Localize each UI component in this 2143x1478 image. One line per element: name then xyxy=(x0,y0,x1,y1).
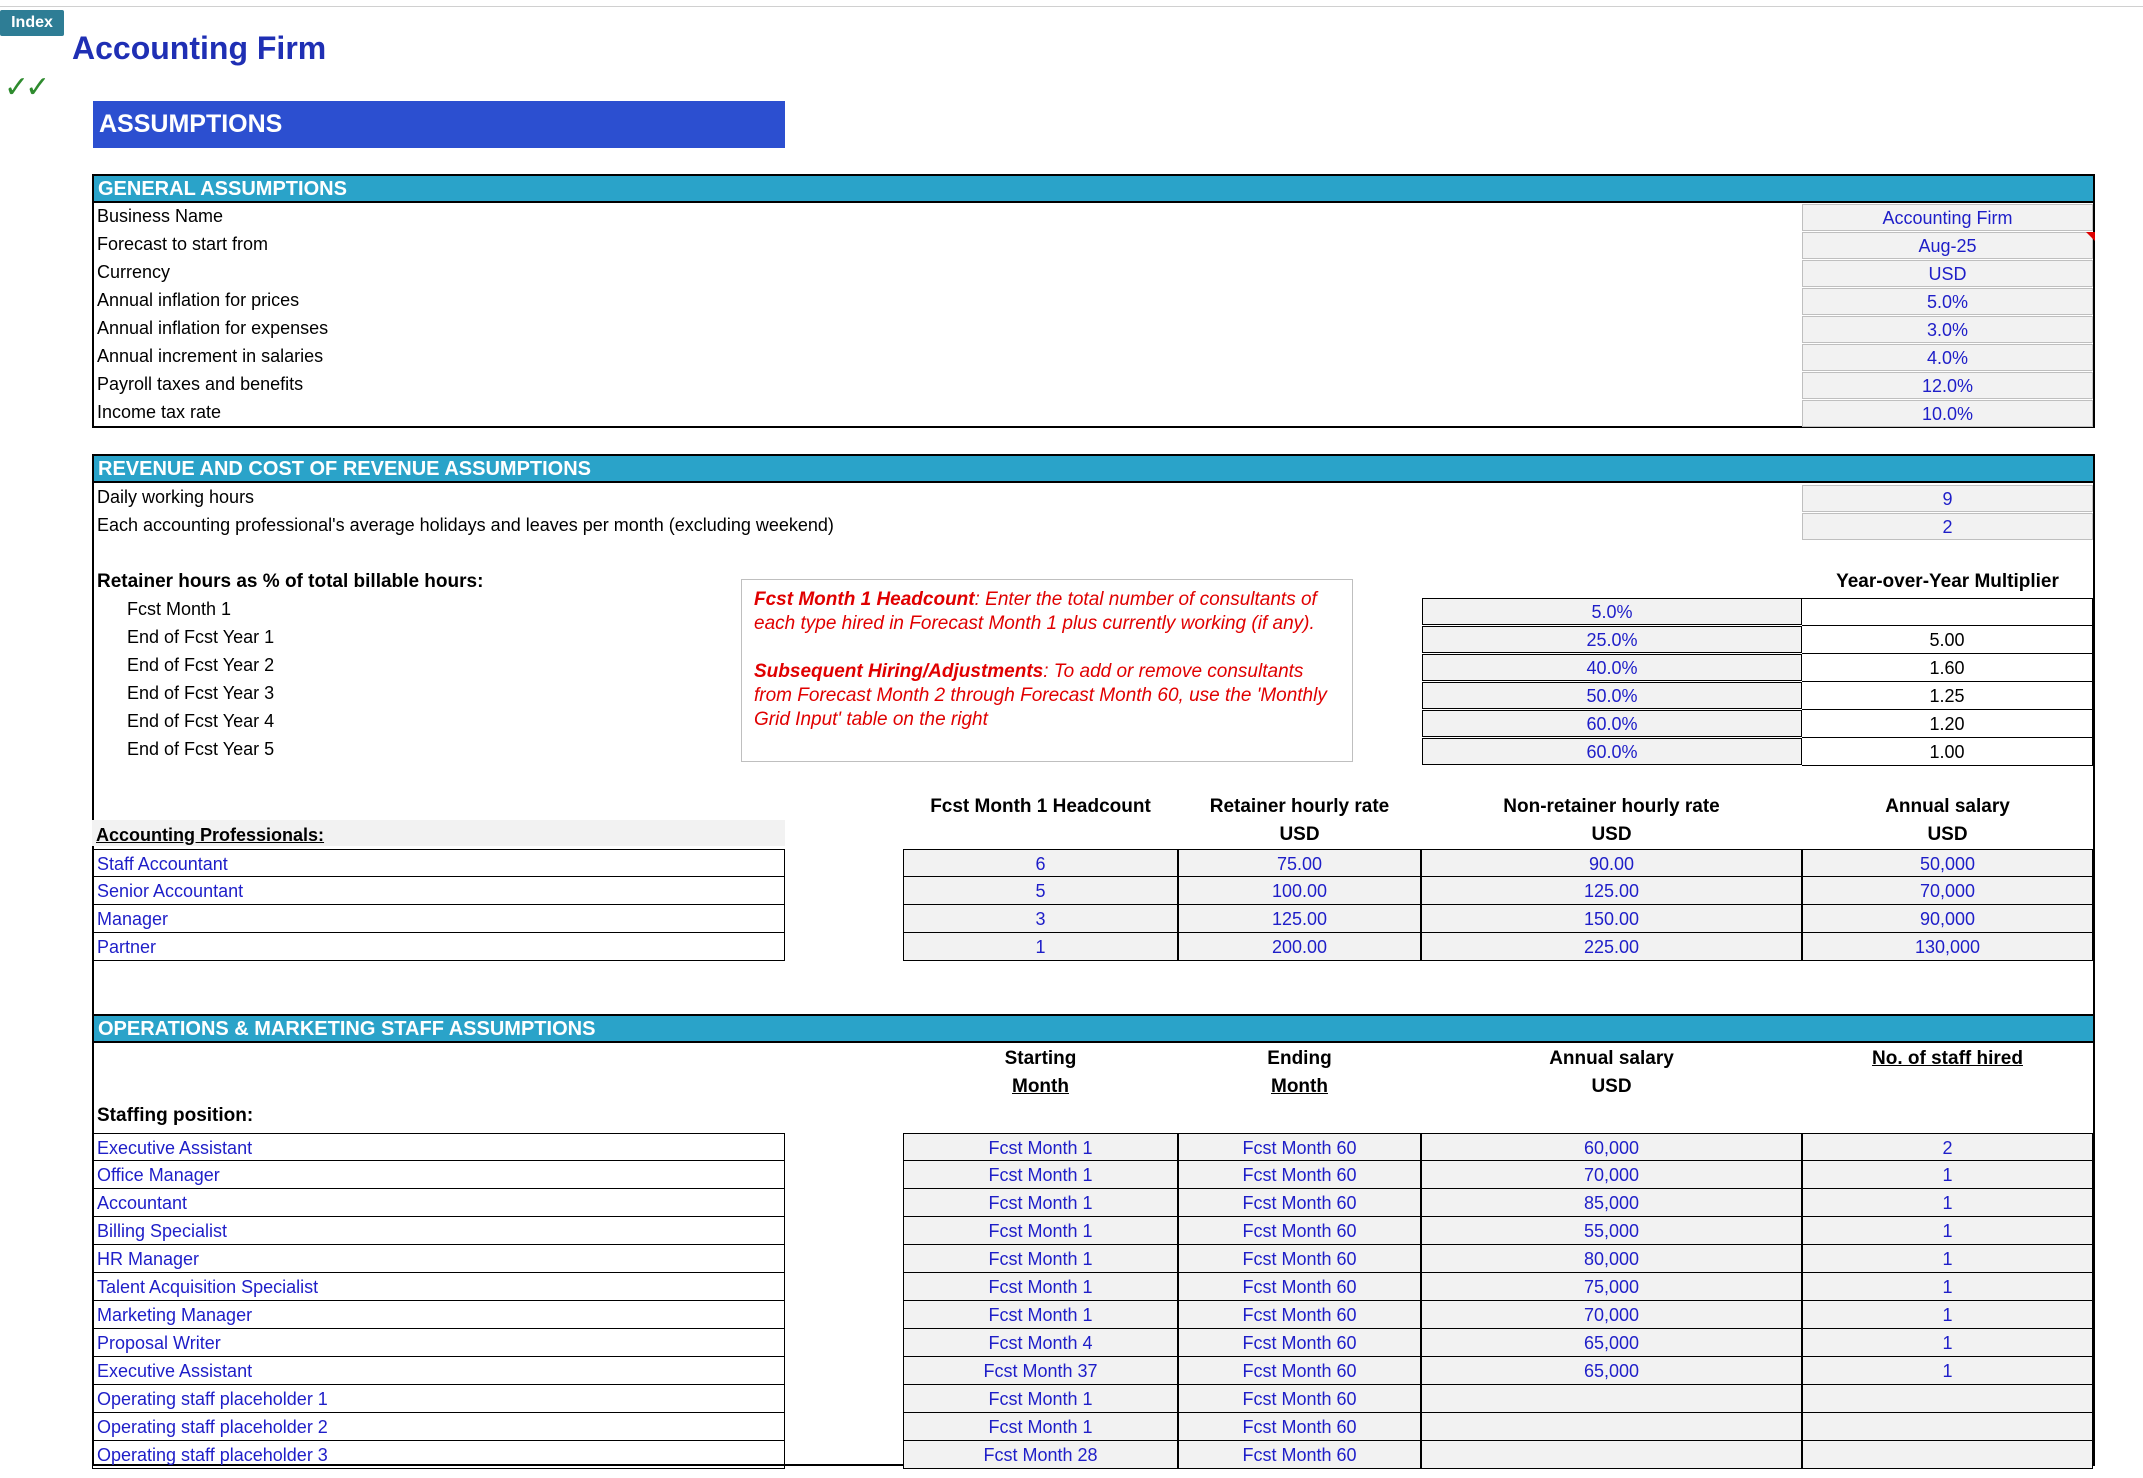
professional-salary-input[interactable]: 50,000 xyxy=(1802,849,2093,877)
note-text-1: : Enter the total number of consultants of each type hired in Forecast Month 1 plus currently working (if any). xyxy=(754,589,1317,634)
holidays-label: Each accounting professional's average holidays and leaves per month (excluding weekend) xyxy=(97,515,834,535)
col-ops-salary-header: Annual salary xyxy=(1549,1048,1674,1069)
staff-start-month-input[interactable]: Fcst Month 37 xyxy=(903,1357,1178,1385)
yoy-multiplier-cell: 1.60 xyxy=(1802,654,2093,682)
professionals-label: Accounting Professionals: xyxy=(92,820,785,846)
retainer-pct-input[interactable]: 60.0% xyxy=(1422,710,1802,737)
staff-hired-input[interactable]: 1 xyxy=(1802,1217,2093,1245)
staff-end-month-input[interactable]: Fcst Month 60 xyxy=(1178,1385,1421,1413)
staff-position-name[interactable]: Operating staff placeholder 2 xyxy=(92,1413,785,1441)
headcount-input[interactable]: 6 xyxy=(903,849,1178,877)
yoy-multiplier-cell: 1.00 xyxy=(1802,738,2093,766)
staff-salary-input[interactable]: 75,000 xyxy=(1421,1273,1802,1301)
general-row-label: Annual inflation for prices xyxy=(97,290,300,310)
staff-end-month-input[interactable]: Fcst Month 60 xyxy=(1178,1217,1421,1245)
staff-hired-input[interactable] xyxy=(1802,1441,2093,1469)
salary-usd: USD xyxy=(1927,824,1968,845)
professional-name[interactable]: Manager xyxy=(92,905,785,933)
staff-hired-input[interactable] xyxy=(1802,1385,2093,1413)
checkmark-icon: ✓✓ xyxy=(4,71,47,104)
staff-end-month-input[interactable]: Fcst Month 60 xyxy=(1178,1189,1421,1217)
general-row-input[interactable]: 4.0% xyxy=(1802,344,2093,371)
daily-hours-label: Daily working hours xyxy=(97,487,255,507)
assumptions-banner: ASSUMPTIONS xyxy=(93,101,785,148)
staff-end-month-input[interactable]: Fcst Month 60 xyxy=(1178,1273,1421,1301)
staff-salary-input[interactable] xyxy=(1421,1441,1802,1469)
staff-position-name[interactable]: Talent Acquisition Specialist xyxy=(92,1273,785,1301)
nonretainer-rate-input[interactable]: 125.00 xyxy=(1421,877,1802,905)
staff-start-month-input[interactable]: Fcst Month 1 xyxy=(903,1301,1178,1329)
retainer-pct-input[interactable]: 5.0% xyxy=(1422,598,1802,625)
retainer-pct-input[interactable]: 25.0% xyxy=(1422,626,1802,653)
professional-salary-input[interactable]: 130,000 xyxy=(1802,933,2093,961)
general-row-input[interactable]: 10.0% xyxy=(1802,400,2093,427)
staff-end-month-input[interactable]: Fcst Month 60 xyxy=(1178,1329,1421,1357)
general-row-label: Business Name xyxy=(97,206,224,226)
retainer-row-label: End of Fcst Year 3 xyxy=(127,683,275,703)
staff-start-month-input[interactable]: Fcst Month 1 xyxy=(903,1245,1178,1273)
staff-hired-input[interactable]: 1 xyxy=(1802,1161,2093,1189)
daily-hours-input[interactable]: 9 xyxy=(1802,485,2093,512)
yoy-multiplier-cell: 5.00 xyxy=(1802,626,2093,654)
staff-hired-input[interactable]: 1 xyxy=(1802,1245,2093,1273)
staff-salary-input[interactable]: 70,000 xyxy=(1421,1161,1802,1189)
staff-hired-input[interactable]: 2 xyxy=(1802,1133,2093,1161)
note-title-2: Subsequent Hiring/Adjustments xyxy=(754,661,1044,682)
general-row-input[interactable]: Accounting Firm xyxy=(1802,204,2093,231)
staff-end-month-input[interactable]: Fcst Month 60 xyxy=(1178,1245,1421,1273)
professional-salary-input[interactable]: 90,000 xyxy=(1802,905,2093,933)
retainer-row-label: End of Fcst Year 1 xyxy=(127,627,275,647)
staff-end-month-input[interactable]: Fcst Month 60 xyxy=(1178,1441,1421,1469)
professional-name[interactable]: Senior Accountant xyxy=(92,877,785,905)
staffing-position-label: Staffing position: xyxy=(97,1105,254,1126)
staff-end-month-input[interactable]: Fcst Month 60 xyxy=(1178,1413,1421,1441)
yoy-multiplier-cell xyxy=(1802,598,2093,626)
retainer-usd: USD xyxy=(1279,824,1320,845)
staff-salary-input[interactable] xyxy=(1421,1413,1802,1441)
retainer-label: Retainer hours as % of total billable hours: xyxy=(97,571,484,592)
retainer-pct-input[interactable]: 60.0% xyxy=(1422,738,1802,765)
staff-position-name[interactable]: HR Manager xyxy=(92,1245,785,1273)
general-row-input[interactable]: USD xyxy=(1802,260,2093,287)
retainer-rate-input[interactable]: 100.00 xyxy=(1178,877,1421,905)
col-start-header: Starting xyxy=(1004,1048,1077,1069)
general-assumptions-header: GENERAL ASSUMPTIONS xyxy=(94,176,2093,203)
staff-hired-input[interactable]: 1 xyxy=(1802,1329,2093,1357)
staff-salary-input[interactable]: 70,000 xyxy=(1421,1301,1802,1329)
retainer-rate-input[interactable]: 125.00 xyxy=(1178,905,1421,933)
col-start-month: Month xyxy=(1012,1076,1069,1097)
staff-start-month-input[interactable]: Fcst Month 28 xyxy=(903,1441,1178,1469)
staff-salary-input[interactable]: 65,000 xyxy=(1421,1329,1802,1357)
col-retainer-header: Retainer hourly rate xyxy=(1209,796,1390,817)
col-hired-header: No. of staff hired xyxy=(1872,1048,2023,1069)
retainer-row-label: End of Fcst Year 5 xyxy=(127,739,275,759)
staff-hired-input[interactable]: 1 xyxy=(1802,1273,2093,1301)
staff-position-name[interactable]: Accountant xyxy=(92,1189,785,1217)
staff-position-name[interactable]: Operating staff placeholder 3 xyxy=(92,1441,785,1469)
general-row-label: Payroll taxes and benefits xyxy=(97,374,304,394)
staff-salary-input[interactable]: 55,000 xyxy=(1421,1217,1802,1245)
staff-start-month-input[interactable]: Fcst Month 1 xyxy=(903,1385,1178,1413)
professional-name[interactable]: Staff Accountant xyxy=(92,849,785,877)
revenue-header: REVENUE AND COST OF REVENUE ASSUMPTIONS xyxy=(94,456,2093,483)
headcount-input[interactable]: 3 xyxy=(903,905,1178,933)
staff-start-month-input[interactable]: Fcst Month 1 xyxy=(903,1413,1178,1441)
yoy-multiplier-header: Year-over-Year Multiplier xyxy=(1836,571,2059,592)
nonretainer-usd: USD xyxy=(1591,824,1632,845)
page-title: Accounting Firm xyxy=(72,30,327,66)
staff-hired-input[interactable]: 1 xyxy=(1802,1189,2093,1217)
yoy-multiplier-cell: 1.25 xyxy=(1802,682,2093,710)
staff-position-name[interactable]: Proposal Writer xyxy=(92,1329,785,1357)
professional-name[interactable]: Partner xyxy=(92,933,785,961)
staff-end-month-input[interactable]: Fcst Month 60 xyxy=(1178,1133,1421,1161)
col-salary-header: Annual salary xyxy=(1885,796,2010,817)
staff-end-month-input[interactable]: Fcst Month 60 xyxy=(1178,1161,1421,1189)
staff-hired-input[interactable] xyxy=(1802,1413,2093,1441)
staff-start-month-input[interactable]: Fcst Month 4 xyxy=(903,1329,1178,1357)
staff-hired-input[interactable]: 1 xyxy=(1802,1301,2093,1329)
staff-end-month-input[interactable]: Fcst Month 60 xyxy=(1178,1357,1421,1385)
col-end-month: Month xyxy=(1271,1076,1328,1097)
retainer-pct-input[interactable]: 50.0% xyxy=(1422,682,1802,709)
top-gridline xyxy=(0,6,2143,7)
staff-salary-input[interactable]: 80,000 xyxy=(1421,1245,1802,1273)
staff-salary-input[interactable]: 65,000 xyxy=(1421,1357,1802,1385)
general-row-input[interactable]: Aug-25 xyxy=(1802,232,2093,259)
retainer-rate-input[interactable]: 200.00 xyxy=(1178,933,1421,961)
headcount-note xyxy=(741,579,1353,762)
staff-position-name[interactable]: Billing Specialist xyxy=(92,1217,785,1245)
staff-salary-input[interactable]: 85,000 xyxy=(1421,1189,1802,1217)
general-assumptions-section xyxy=(92,174,2095,428)
general-row-input[interactable]: 5.0% xyxy=(1802,288,2093,315)
col-headcount-header: Fcst Month 1 Headcount xyxy=(930,796,1151,817)
staff-position-name[interactable]: Office Manager xyxy=(92,1161,785,1189)
retainer-row-label: Fcst Month 1 xyxy=(127,599,232,619)
staff-end-month-input[interactable]: Fcst Month 60 xyxy=(1178,1301,1421,1329)
index-button[interactable]: Index xyxy=(0,10,64,36)
staff-start-month-input[interactable]: Fcst Month 1 xyxy=(903,1217,1178,1245)
yoy-multiplier-cell: 1.20 xyxy=(1802,710,2093,738)
general-row-label: Annual increment in salaries xyxy=(97,346,324,366)
general-row-input[interactable]: 12.0% xyxy=(1802,372,2093,399)
comment-marker-icon xyxy=(2086,232,2095,241)
staff-start-month-input[interactable]: Fcst Month 1 xyxy=(903,1189,1178,1217)
staff-hired-input[interactable]: 1 xyxy=(1802,1357,2093,1385)
staff-salary-input[interactable] xyxy=(1421,1385,1802,1413)
nonretainer-rate-input[interactable]: 90.00 xyxy=(1421,849,1802,877)
professional-salary-input[interactable]: 70,000 xyxy=(1802,877,2093,905)
staff-start-month-input[interactable]: Fcst Month 1 xyxy=(903,1273,1178,1301)
general-row-label: Income tax rate xyxy=(97,402,222,422)
note-text-2: : To add or remove consultants from Forecast Month 2 through Forecast Month 60, use the 'Monthly Grid Input' table on the right xyxy=(754,661,1327,730)
holidays-input[interactable]: 2 xyxy=(1802,513,2093,540)
staff-position-name[interactable]: Executive Assistant xyxy=(92,1133,785,1161)
retainer-row-label: End of Fcst Year 2 xyxy=(127,655,275,675)
staff-salary-input[interactable]: 60,000 xyxy=(1421,1133,1802,1161)
headcount-input[interactable]: 5 xyxy=(903,877,1178,905)
staff-start-month-input[interactable]: Fcst Month 1 xyxy=(903,1133,1178,1161)
general-row-input[interactable]: 3.0% xyxy=(1802,316,2093,343)
retainer-rate-input[interactable]: 75.00 xyxy=(1178,849,1421,877)
general-row-label: Forecast to start from xyxy=(97,234,269,254)
staff-position-name[interactable]: Marketing Manager xyxy=(92,1301,785,1329)
headcount-input[interactable]: 1 xyxy=(903,933,1178,961)
general-row-label: Currency xyxy=(97,262,171,282)
col-ops-usd: USD xyxy=(1591,1076,1632,1097)
nonretainer-rate-input[interactable]: 150.00 xyxy=(1421,905,1802,933)
retainer-pct-input[interactable]: 40.0% xyxy=(1422,654,1802,681)
col-nonretainer-header: Non-retainer hourly rate xyxy=(1503,796,1720,817)
operations-header: OPERATIONS & MARKETING STAFF ASSUMPTIONS xyxy=(94,1016,2093,1043)
retainer-row-label: End of Fcst Year 4 xyxy=(127,711,275,731)
staff-start-month-input[interactable]: Fcst Month 1 xyxy=(903,1161,1178,1189)
staff-position-name[interactable]: Operating staff placeholder 1 xyxy=(92,1385,785,1413)
staff-position-name[interactable]: Executive Assistant xyxy=(92,1357,785,1385)
col-end-header: Ending xyxy=(1267,1048,1332,1069)
general-row-label: Annual inflation for expenses xyxy=(97,318,329,338)
nonretainer-rate-input[interactable]: 225.00 xyxy=(1421,933,1802,961)
note-title-1: Fcst Month 1 Headcount xyxy=(754,589,975,610)
